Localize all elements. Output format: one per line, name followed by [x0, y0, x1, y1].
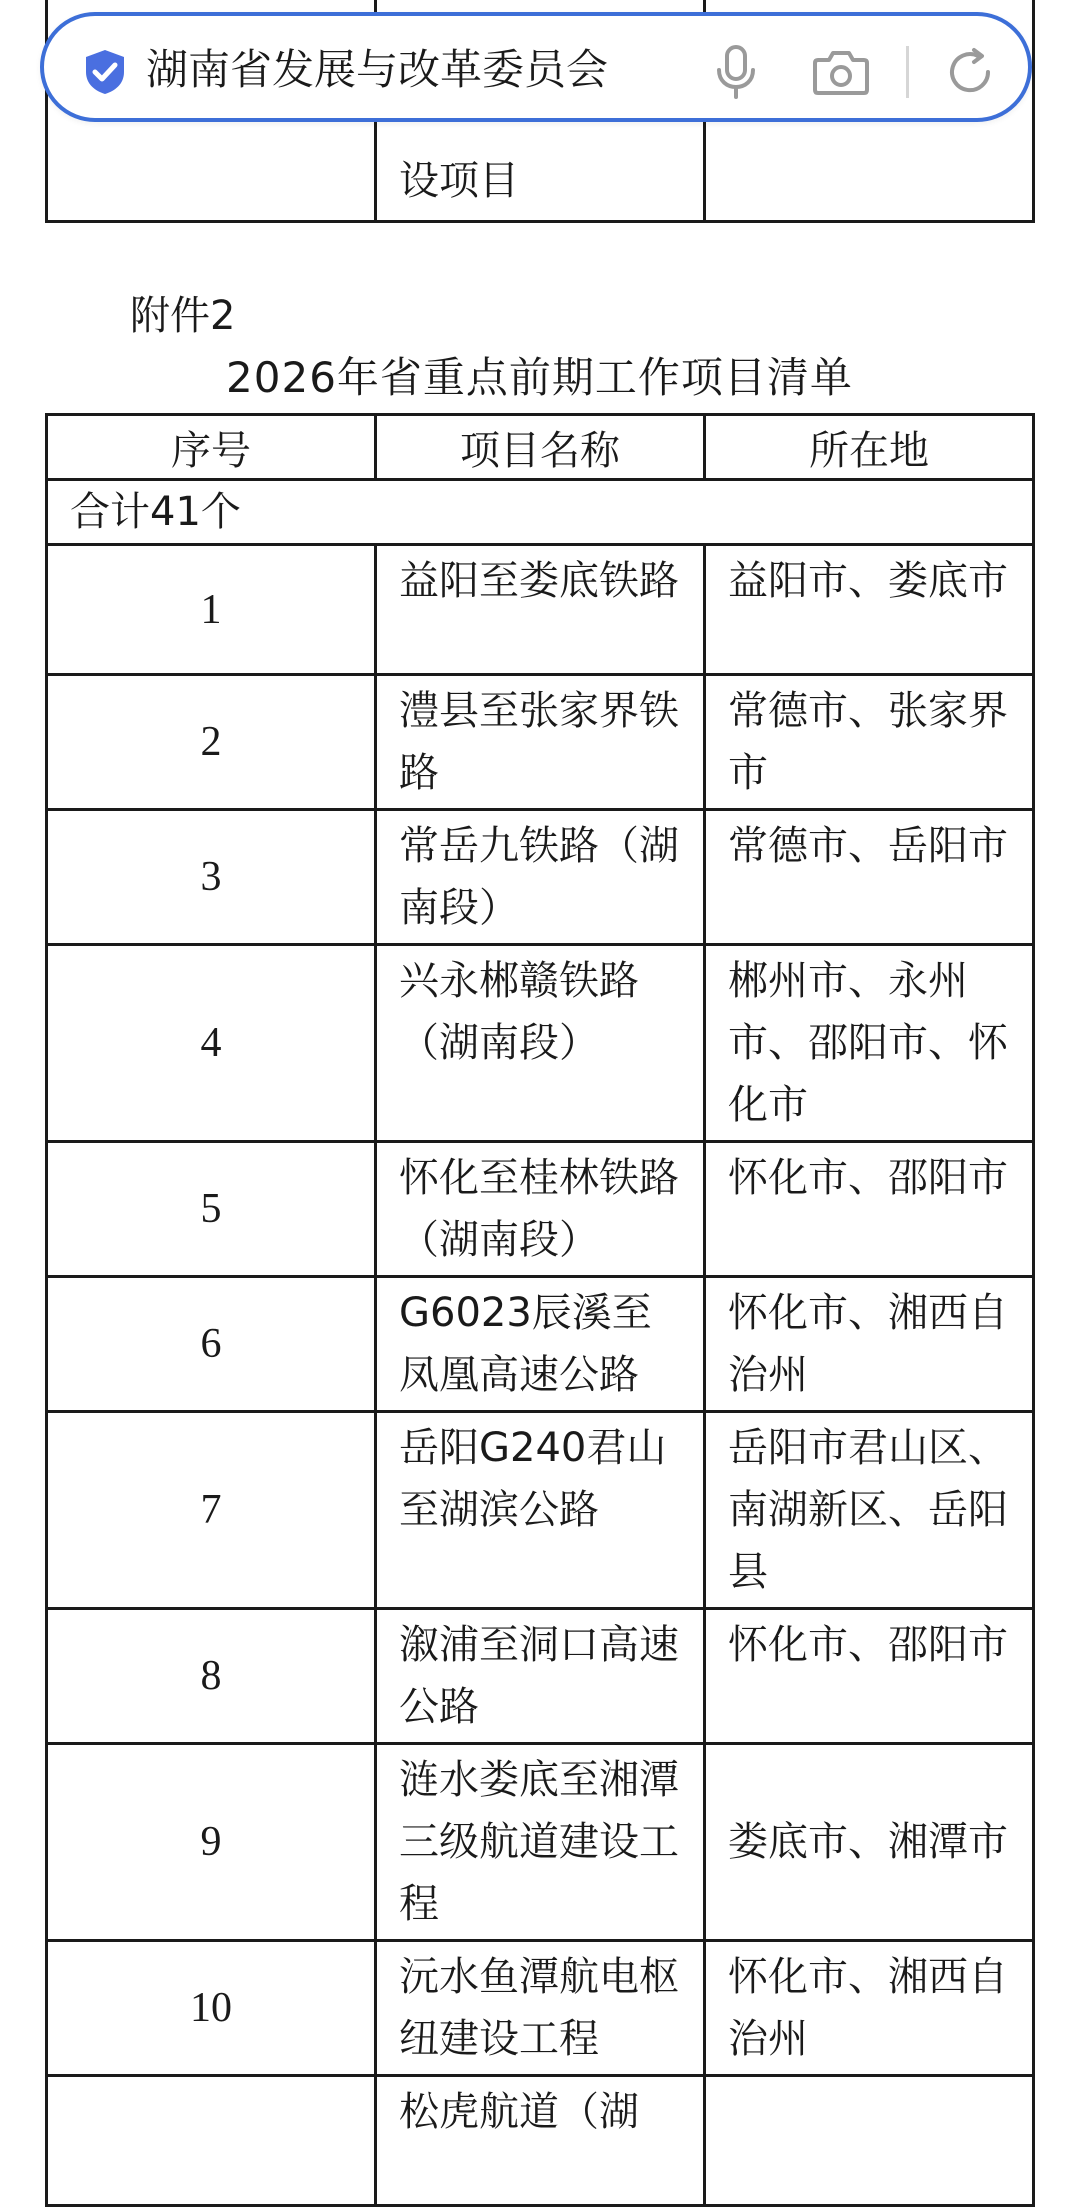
- search-bar[interactable]: [40, 12, 1032, 122]
- row-location: 常德市、岳阳市: [705, 810, 1034, 945]
- row-project-name: G6023辰溪至凤凰高速公路: [376, 1277, 705, 1412]
- header-seq: 序号: [47, 415, 376, 480]
- table-row: [47, 1941, 1034, 2076]
- row-location: 岳阳市君山区、南湖新区、岳阳县: [705, 1412, 1034, 1609]
- table-row: [47, 1277, 1034, 1412]
- header-location: 所在地: [705, 415, 1034, 480]
- row-location: 郴州市、永州市、邵阳市、怀化市: [705, 945, 1034, 1142]
- row-seq: 9: [47, 1744, 376, 1941]
- row-seq: 6: [47, 1277, 376, 1412]
- table-row: [47, 2076, 1034, 2206]
- row-project-name: 涟水娄底至湘潭三级航道建设工程: [376, 1744, 705, 1941]
- row-seq: 2: [47, 675, 376, 810]
- row-project-name: 岳阳G240君山至湖滨公路: [376, 1412, 705, 1609]
- table-row: [47, 545, 1034, 675]
- row-location: 怀化市、湘西自治州: [705, 1277, 1034, 1412]
- project-table: [45, 413, 1035, 2207]
- table-row: [47, 1412, 1034, 1609]
- total-row: [47, 480, 1034, 545]
- row-project-name: 澧县至张家界铁路: [376, 675, 705, 810]
- shield-check-icon: [82, 48, 128, 96]
- row-project-name: 松虎航道（湖: [376, 2076, 705, 2206]
- total-count: 合计41个: [47, 480, 1034, 545]
- table-row: [47, 945, 1034, 1142]
- row-project-name: 兴永郴赣铁路（湖南段）: [376, 945, 705, 1142]
- row-project-name: 沅水鱼潭航电枢纽建设工程: [376, 1941, 705, 2076]
- table-row: [47, 1142, 1034, 1277]
- row-project-name: 溆浦至洞口高速公路: [376, 1609, 705, 1744]
- table-row: [47, 675, 1034, 810]
- row-seq: 7: [47, 1412, 376, 1609]
- row-location: 怀化市、邵阳市: [705, 1609, 1034, 1744]
- row-seq: [47, 2076, 376, 2206]
- fragment-project-name: 设项目: [399, 158, 519, 204]
- table-header-row: [47, 415, 1034, 480]
- row-project-name: 常岳九铁路（湖南段）: [376, 810, 705, 945]
- document-title: 2026年省重点前期工作项目清单: [226, 353, 853, 402]
- row-seq: 10: [47, 1941, 376, 2076]
- row-location: [705, 2076, 1034, 2206]
- row-project-name: 怀化至桂林铁路（湖南段）: [376, 1142, 705, 1277]
- row-location: 娄底市、湘潭市: [705, 1744, 1034, 1941]
- row-location: 怀化市、湘西自治州: [705, 1941, 1034, 2076]
- row-location: 怀化市、邵阳市: [705, 1142, 1034, 1277]
- row-project-name: 益阳至娄底铁路: [376, 545, 705, 675]
- header-project-name: 项目名称: [376, 415, 705, 480]
- attachment-label: 附件2: [130, 293, 236, 339]
- microphone-icon[interactable]: [710, 44, 762, 100]
- row-seq: 1: [47, 545, 376, 675]
- search-bar-divider: [906, 46, 909, 98]
- search-query[interactable]: 湖南省发展与改革委员会: [146, 45, 609, 94]
- row-location: 益阳市、娄底市: [705, 545, 1034, 675]
- row-seq: 3: [47, 810, 376, 945]
- table-row: [47, 1744, 1034, 1941]
- camera-icon[interactable]: [812, 48, 870, 96]
- row-seq: 8: [47, 1609, 376, 1744]
- row-seq: 5: [47, 1142, 376, 1277]
- row-location: 常德市、张家界市: [705, 675, 1034, 810]
- table-row: [47, 1609, 1034, 1744]
- row-seq: 4: [47, 945, 376, 1142]
- table-row: [47, 810, 1034, 945]
- refresh-icon[interactable]: [944, 46, 996, 98]
